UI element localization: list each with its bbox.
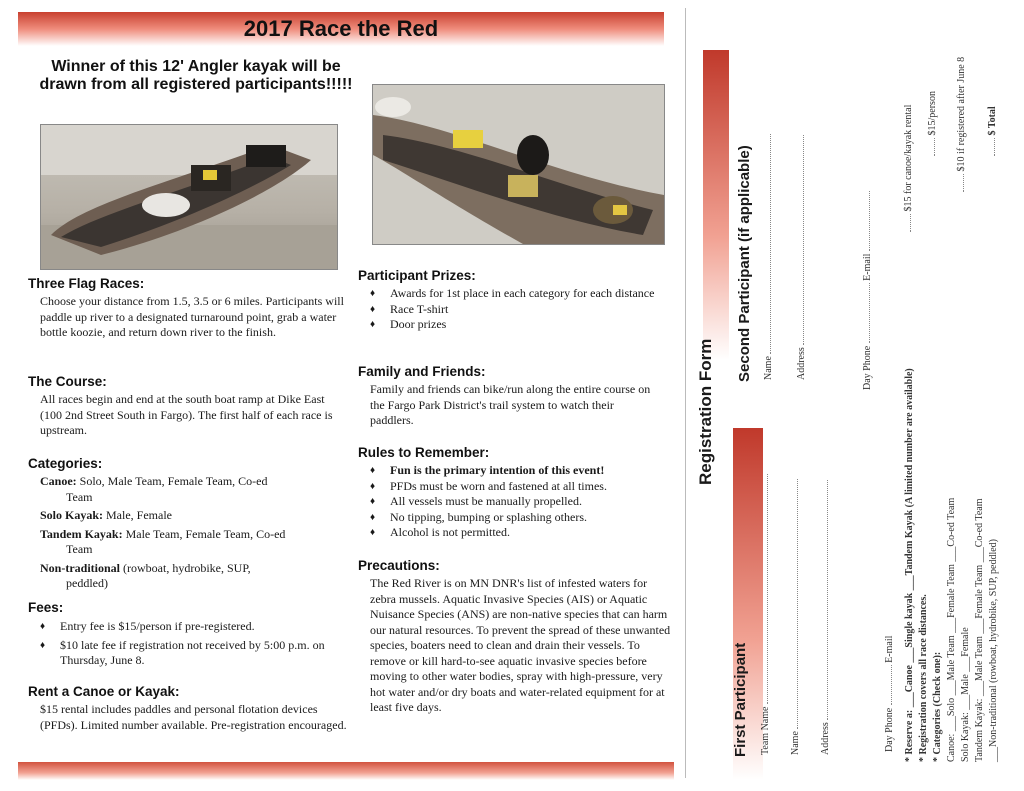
fold-divider: [685, 8, 686, 778]
second-address-field[interactable]: [796, 110, 807, 380]
second-email-label: E-mail: [862, 253, 873, 281]
solo-text: Male, Female: [106, 508, 172, 522]
rule-text: All vessels must be manually propelled.: [390, 494, 582, 508]
nontrad-text: (rowboat, hydrobike, SUP,: [123, 560, 251, 575]
second-email-line: [869, 191, 870, 251]
prize-text: Awards for 1st place in each category for each distance: [390, 286, 655, 300]
canoe-label: Canoe:: [40, 474, 77, 488]
rule-item: [358, 525, 676, 541]
team-name-line: [767, 474, 768, 704]
nontrad-category-row[interactable]: ___Non-traditional (rowboat, hydrobike, SUP, peddled): [988, 538, 999, 762]
rule-text: Alcohol is not permitted.: [390, 525, 510, 539]
prize-text: Race T-shirt: [390, 301, 449, 316]
first-address-line: [827, 480, 828, 720]
bullet-icon: ♦: [370, 465, 376, 476]
bullet-icon: ♦: [370, 319, 376, 330]
first-address-field[interactable]: [820, 455, 831, 755]
second-phone-line: [869, 283, 870, 343]
fee-text: $10 late fee if registration not received by 5:00 p.m. on Thursday, June 8.: [60, 637, 325, 667]
canoe-text: Solo, Male Team, Female Team, Co-ed: [79, 474, 268, 488]
solo-label: Solo Kayak:: [40, 508, 104, 522]
fee-text: Entry fee is $15/person if pre-registered.: [60, 619, 255, 633]
first-phone-label: Day Phone: [884, 707, 895, 752]
category-tandem: [28, 527, 348, 558]
second-name-field[interactable]: [763, 110, 774, 380]
precautions-body: The Red River is on MN DNR's list of infested waters for zebra mussels. Aquatic Invasive Species (AIS) or Aquatic Nuisance Species (ANS) are non-native species that can harm our natural resources. To prevent the spread of these unwanted species, boaters need to clean and drain their vessels. To remove or kill hard-to-see aquatic invasive species before moving to other water bodies, spray with high-pressure, very hot water and/or dry boats and water-related equipment for at least five days.: [370, 576, 671, 714]
categories-heading: Categories:: [28, 456, 103, 471]
fee-item: [28, 619, 348, 635]
fee-total-row[interactable]: [987, 106, 998, 156]
bullet-icon: ♦: [370, 480, 376, 492]
rules-heading: Rules to Remember:: [358, 445, 490, 460]
canoe-cont: Team: [66, 489, 93, 504]
fee-rental-row[interactable]: [903, 105, 914, 232]
rule-text: Fun is the primary intention of this event!: [390, 463, 605, 477]
second-name-label: Name: [763, 356, 774, 380]
rule-text: PFDs must be worn and fastened at all times.: [390, 478, 607, 493]
precautions-heading: Precautions:: [358, 558, 440, 573]
fee-late-line: [963, 174, 964, 192]
three-flag-heading: Three Flag Races:: [28, 276, 145, 291]
solo-category-row[interactable]: Solo Kayak: ___Male ___Female: [960, 627, 971, 762]
rent-heading: Rent a Canoe or Kayak:: [28, 684, 180, 699]
fee-total-line: [994, 138, 995, 156]
rent-section: [28, 684, 348, 733]
tandem-category-row[interactable]: Tandem Kayak: ___Male Team ___Female Team ___Co-ed Team: [974, 498, 985, 762]
first-name-line: [797, 479, 798, 729]
second-phone-label: Day Phone: [862, 345, 873, 390]
categories-section: [28, 456, 348, 592]
first-name-field[interactable]: [790, 455, 801, 755]
prize-text: Door prizes: [390, 317, 447, 331]
fees-section: [28, 600, 348, 669]
fees-heading: Fees:: [28, 600, 64, 615]
rule-item: [358, 479, 676, 495]
second-phone-field[interactable]: [862, 150, 873, 390]
rule-text: No tipping, bumping or splashing others.: [390, 509, 587, 524]
registration-covers: * Registration covers all race distances.: [918, 594, 929, 762]
course-body: All races begin and end at the south boat ramp at Dike East (100 2nd Street South in Fargo). The first half of each race is upstream.: [40, 392, 333, 437]
category-canoe: [28, 474, 348, 505]
fee-rental-line: [910, 214, 911, 232]
family-section: [358, 364, 658, 429]
first-phone-line: [891, 665, 892, 705]
bullet-icon: ♦: [370, 288, 376, 299]
precautions-section: [358, 558, 676, 716]
page-title: 2017 Race the Red: [243, 16, 439, 41]
fee-item: [28, 638, 348, 669]
bottom-banner: [18, 762, 674, 780]
first-participant-heading: First Participant: [732, 642, 749, 757]
family-heading: Family and Friends:: [358, 364, 486, 379]
second-name-line: [770, 134, 771, 354]
nontrad-cont: peddled): [66, 576, 108, 590]
prize-item: [358, 317, 676, 333]
first-email-label: E-mail: [884, 635, 895, 663]
first-phone-field[interactable]: [884, 552, 895, 752]
bullet-icon: ♦: [370, 511, 376, 523]
tandem-cont: Team: [66, 542, 93, 556]
kayak-image-1: [41, 125, 337, 269]
nontrad-label: Non-traditional: [40, 560, 121, 575]
canoe-category-row[interactable]: Canoe: ___Solo ___Male Team ___Female Team ___Co-ed Team: [946, 497, 957, 762]
reserve-canoe: Canoe: [904, 665, 915, 693]
second-address-line: [803, 135, 804, 345]
categories-check: * Categories (Check one):: [932, 651, 943, 762]
team-name-label: Team Name: [760, 706, 771, 755]
three-flag-section: [28, 276, 348, 341]
fee-person-row[interactable]: [927, 91, 938, 156]
form-banner-top: [703, 50, 729, 360]
fee-total: $ Total: [987, 106, 998, 136]
bullet-icon: ♦: [40, 621, 46, 632]
family-body: Family and friends can bike/run along the entire course on the Fargo Park District's trail system to watch their paddlers.: [370, 382, 651, 427]
winner-announcement: Winner of this 12' Angler kayak will be drawn from all registered participants!!!!!: [39, 58, 353, 93]
prize-item: [358, 286, 676, 302]
rule-item: [358, 494, 676, 510]
rule-item: [358, 510, 676, 526]
reserve-label: * Reserve a:: [904, 709, 915, 762]
three-flag-body: Choose your distance from 1.5, 3.5 or 6 miles. Participants will paddle up river to a designated turnaround point, grab a water bottle koozie, and return down river to the finish.: [40, 294, 344, 339]
bullet-icon: ♦: [370, 303, 376, 315]
bullet-icon: ♦: [40, 639, 46, 651]
rule-item: [358, 463, 676, 479]
reserve-tandem: Tandem Kayak (A limited number are available): [904, 368, 915, 576]
fee-late: $10 if registered after June 8: [956, 56, 967, 172]
course-section: [28, 374, 348, 439]
reserve-single: Single kayak: [904, 592, 915, 648]
second-address-label: Address: [796, 347, 807, 380]
rules-section: [358, 445, 676, 541]
kayak-image-2: [373, 85, 664, 244]
first-address-label: Address: [820, 722, 831, 755]
bullet-icon: ♦: [370, 496, 376, 507]
fee-rental: $15 for canoe/kayak rental: [903, 104, 914, 212]
first-name-label: Name: [790, 731, 801, 755]
course-heading: The Course:: [28, 374, 107, 389]
kayak-photo-1: [40, 124, 338, 270]
reserve-row[interactable]: * Reserve a: ___Canoe ___Single kayak ___Tandem Kayak (A limited number are available): [904, 368, 915, 762]
bullet-icon: ♦: [370, 527, 376, 538]
fee-late-row[interactable]: [956, 57, 967, 192]
kayak-photo-2: [372, 84, 665, 245]
category-solo: [28, 508, 348, 524]
second-participant-heading: Second Participant (if applicable): [736, 145, 753, 382]
registration-form-title: Registration Form: [696, 338, 715, 485]
fee-person-line: [934, 138, 935, 156]
rent-body: $15 rental includes paddles and personal flotation devices (PFDs). Limited number available. Pre-registration encouraged.: [40, 702, 347, 732]
tandem-text: Male Team, Female Team, Co-ed: [125, 526, 286, 541]
fee-person: $15/person: [927, 91, 938, 136]
tandem-label: Tandem Kayak:: [40, 526, 123, 541]
team-name-field[interactable]: [760, 455, 771, 755]
prizes-section: [358, 268, 676, 333]
prize-item: [358, 302, 676, 318]
prizes-heading: Participant Prizes:: [358, 268, 476, 283]
category-nontrad: [28, 561, 348, 592]
